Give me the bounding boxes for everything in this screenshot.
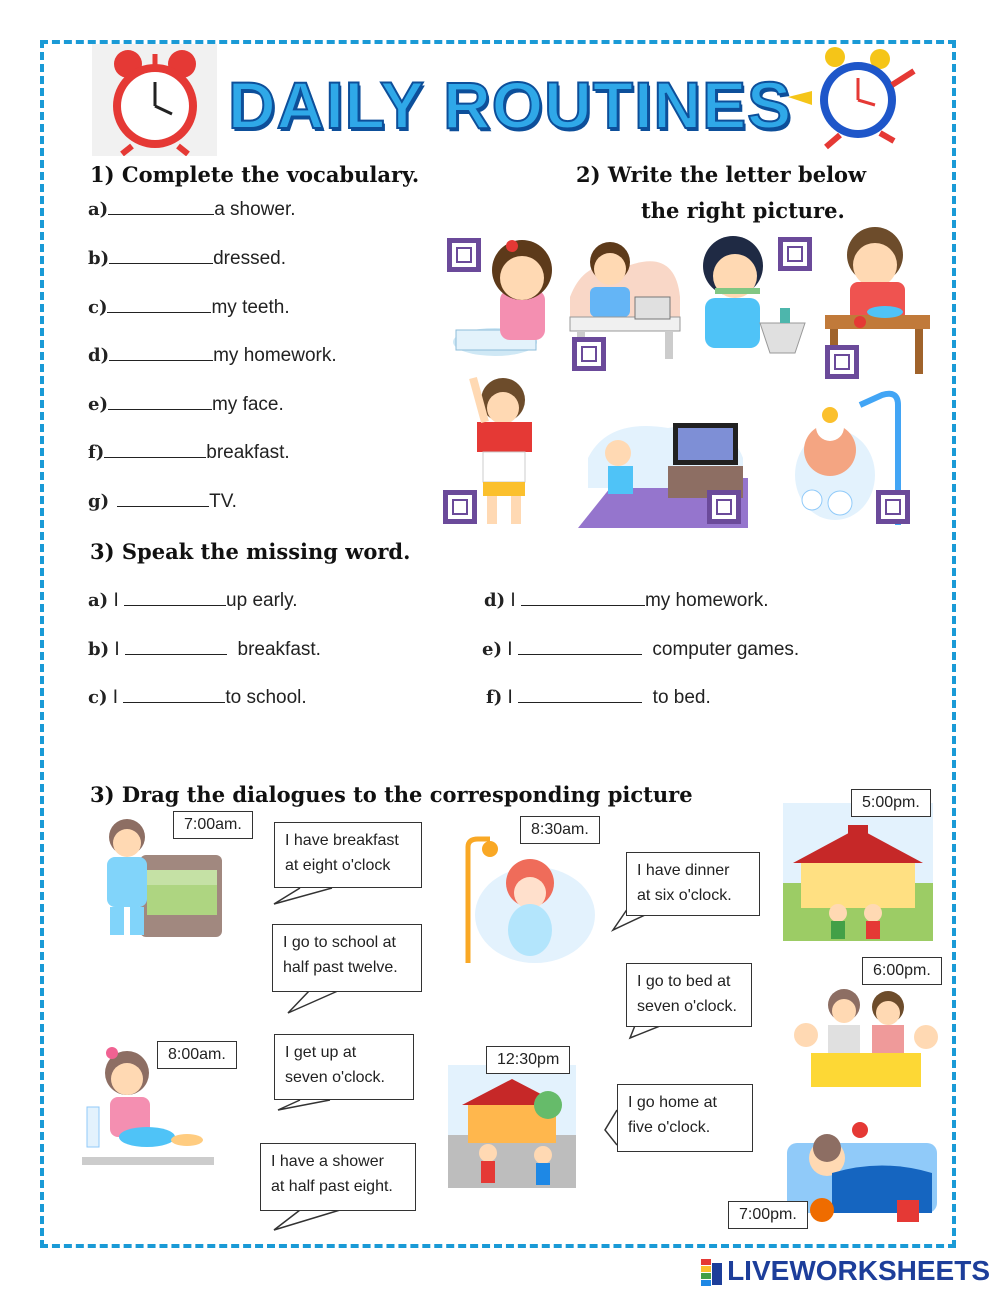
speak-text: breakfast. [237,639,321,660]
time-label: 8:30am. [520,816,600,844]
dialogue-line: at six o'clock. [637,887,732,904]
time-label: 7:00pm. [728,1201,808,1229]
time-label: 5:00pm. [851,789,931,817]
dialogue-line: I have breakfast [285,832,399,849]
section4-heading: 3) Drag the dialogues to the corresponding picture [90,782,693,807]
speak-letter: e) [482,639,502,660]
dialogue-bubble[interactable] [626,852,760,916]
speak-item-d [484,590,768,612]
vocab-text: my face. [211,394,284,415]
vocab-blank[interactable] [109,346,213,361]
vocab-blank[interactable] [108,200,214,215]
dialogue-line: I go to bed at [637,973,731,990]
dialogue-line: five o'clock. [628,1119,711,1136]
dialogue-line: I have a shower [271,1153,384,1170]
vocab-blank[interactable] [108,395,212,410]
speak-item-f [486,687,711,709]
speak-letter: b) [88,639,110,660]
speak-blank[interactable] [518,640,642,655]
vocab-blank[interactable] [109,249,213,264]
speak-text: my homework. [644,590,769,611]
dialogue-line: half past twelve. [283,959,398,976]
dialogue-line: at eight o'clock [285,857,391,874]
answer-checkbox-wash-face[interactable] [447,238,481,272]
speak-blank[interactable] [125,640,227,655]
dialogue-line: at half past eight. [271,1178,393,1195]
answer-checkbox-get-dressed[interactable] [443,490,477,524]
time-label: 12:30pm [486,1046,570,1074]
section2-heading-line1: 2) Write the letter below [576,162,867,187]
speak-item-b [88,639,321,661]
dialogue-line: I go home at [628,1094,717,1111]
dialogue-bubble[interactable] [260,1143,416,1211]
vocab-item-g [88,491,237,513]
vocab-letter: c) [88,297,108,318]
running-clock-icon [780,45,930,150]
liveworksheets-logo-icon [701,1259,723,1287]
vocab-item-e [88,394,284,416]
brand-name: LIVEWORKSHEETS [727,1255,990,1286]
vocab-blank[interactable] [104,443,206,458]
vocab-item-a [88,199,296,221]
speak-pronoun: I [507,687,513,708]
time-label: 6:00pm. [862,957,942,985]
dialogue-line: I have dinner [637,862,730,879]
dialogue-bubble[interactable] [272,924,422,992]
dialogue-line: I get up at [285,1044,357,1061]
vocab-letter: f) [88,442,105,463]
vocab-item-c [88,297,290,319]
vocab-text: breakfast. [206,442,290,463]
dialogue-line: seven o'clock. [637,998,737,1015]
section3-heading: 3) Speak the missing word. [90,539,411,564]
speak-pronoun: I [507,639,513,660]
vocab-letter: b) [88,248,110,269]
section1-heading: 1) Complete the vocabulary. [90,162,420,187]
vocab-text: my teeth. [211,297,290,318]
speak-blank[interactable] [124,591,226,606]
dialogue-bubble[interactable] [617,1084,753,1152]
speak-text: up early. [226,590,298,611]
vocab-item-d [88,345,337,367]
speak-letter: d) [484,590,506,611]
vocab-text: dressed. [213,248,286,269]
vocab-letter: a) [88,199,109,220]
speak-pronoun: I [112,687,119,708]
speak-letter: f) [486,687,503,708]
speak-pronoun: I [510,590,516,611]
speak-letter: c) [88,687,108,708]
vocab-text: TV. [209,491,237,512]
speak-text: computer games. [652,639,800,660]
speak-item-c [88,687,307,709]
speak-item-a [88,590,298,612]
dialogue-line: I go to school at [283,934,396,951]
dialogue-bubble[interactable] [274,1034,414,1100]
vocab-text: my homework. [213,345,337,366]
answer-checkbox-homework[interactable] [572,337,606,371]
get-dressed-picture [465,370,545,525]
page-title: DAILY ROUTINES [228,68,793,142]
liveworksheets-brand [701,1255,990,1287]
answer-checkbox-breakfast[interactable] [825,345,859,379]
vocab-item-b [88,248,286,270]
speak-pronoun: I [114,639,120,660]
speak-text: to bed. [652,687,711,708]
answer-checkbox-shower[interactable] [876,490,910,524]
vocab-letter: g) [88,491,110,512]
vocab-text: a shower. [214,199,296,220]
vocab-letter: d) [88,345,110,366]
vocab-item-f [88,442,290,464]
speak-pronoun: I [113,590,119,611]
speak-letter: a) [88,590,109,611]
vocab-blank[interactable] [117,492,209,507]
alarm-clock-icon [92,44,217,156]
time-label: 7:00am. [173,811,253,839]
answer-checkbox-brush-teeth[interactable] [778,237,812,271]
time-label: 8:00am. [157,1041,237,1069]
vocab-blank[interactable] [107,298,211,313]
speak-blank[interactable] [518,688,642,703]
section2-heading-line2: the right picture. [641,198,845,223]
dialogue-line: seven o'clock. [285,1069,385,1086]
dialogue-bubble[interactable] [274,822,422,888]
speak-blank[interactable] [521,591,645,606]
vocab-letter: e) [88,394,108,415]
answer-checkbox-watch-tv[interactable] [707,490,741,524]
speak-text: to school. [225,687,307,708]
speak-blank[interactable] [123,688,225,703]
speak-item-e [482,639,799,661]
dialogue-bubble[interactable] [626,963,752,1027]
